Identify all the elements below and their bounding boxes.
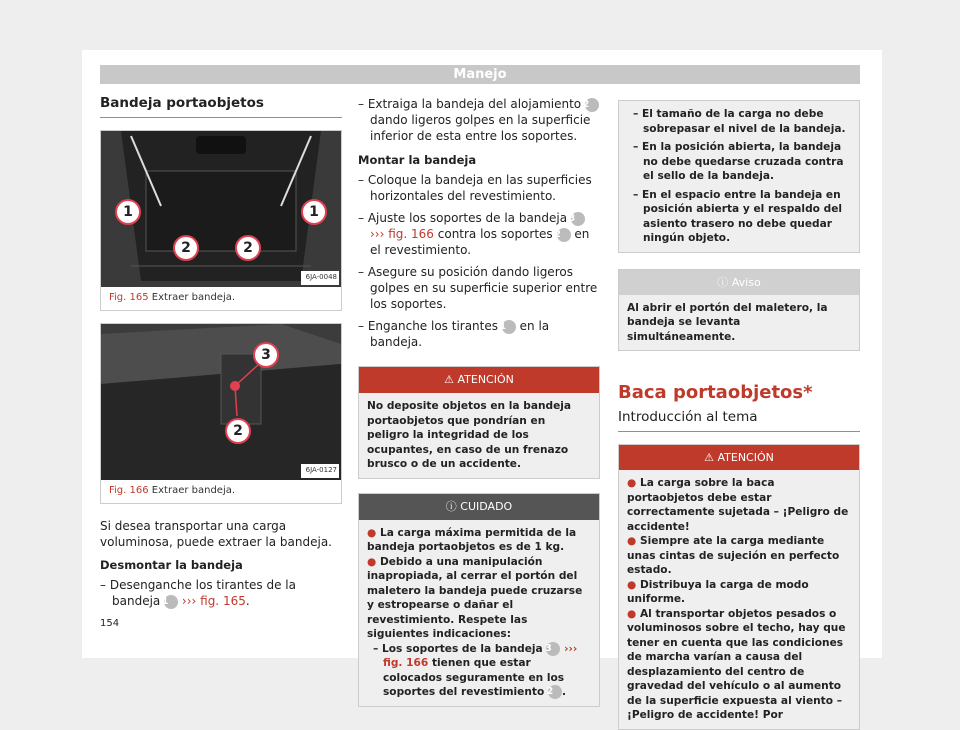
subsection-title: Introducción al tema [618,410,860,432]
note-body: Al abrir el portón del maletero, la bandeja se levanta simultáneamente. [619,295,859,351]
care-continued-body [619,101,859,252]
note-header [619,270,859,295]
care-sub-1: – Los soportes de la bandeja 3 ››› fig. 166 tienen que estar colocados seguramente en los soportes del revestimiento 2 . [373,642,578,698]
care-box [358,493,600,707]
mount-step-2-text-b: contra los soportes [437,227,553,241]
punct: . [561,686,566,698]
figure-166-image [101,324,341,480]
care-bullet-2-text: Debido a una manipulación inapropiada, al cerrar el portón del maletero la bandeja puede cruzarse y estropearse o dañar el revestimiento. Respete las siguientes indicaciones: [367,555,583,640]
mount-step-3-text: Asegure su posición dando ligeros golpes en su superficie superior entre los soportes. [367,265,598,311]
care-sub-1-text-b: tienen que estar colocados seguramente en los soportes del revestimiento [383,657,565,698]
warn-bullet-1-text: La carga sobre la baca portaobjetos debe estar correctamente sujetada – ¡Peligro de accidente! [627,477,849,533]
mount-step-2-text-a: Ajuste los soportes de la bandeja [367,211,568,225]
figure-166-code: 6JA-0127 [305,466,337,474]
mount-step-1: – Coloque la bandeja en las superficies horizontales del revestimiento. [358,173,592,203]
callout-2: 2 [225,418,251,444]
care-body [359,520,599,706]
mount-step-2: – Ajuste los soportes de la bandeja 3 ››› fig. 166 contra los soportes 2 en el revestimiento. [358,211,590,257]
care-title: CUIDADO [460,499,513,513]
figure-166-caption-text: Extraer bandeja. [151,485,236,496]
figure-166-number: Fig. 166 [109,485,149,496]
warning-icon: ⚠ [704,451,714,464]
warning-body: No deposite objetos en la bandeja portaobjetos que pondrían en peligro la integridad de los ocupantes, en caso de un frenazo brusco o de un accidente. [359,393,599,478]
mount-step-4: – Enganche los tirantes 1 en la bandeja. [358,319,550,349]
mount-heading: Montar la bandeja [358,153,477,167]
figure-166 [100,323,342,504]
warning-title-2: ATENCIÓN [717,451,774,464]
extract-step-text-a: Extraiga la bandeja del alojamiento [367,97,582,111]
figure-165-number: Fig. 165 [109,292,149,303]
note-title: Aviso [731,275,761,289]
warning-icon: ⚠ [444,373,454,386]
ref-number: 3 [546,642,560,656]
mount-step-4-text-a: Enganche los tirantes [367,319,499,333]
figure-link[interactable]: ››› fig. 166 [370,227,434,241]
care-header [359,494,599,520]
ref-number: 1 [502,320,516,334]
dismount-heading: Desmontar la bandeja [100,558,243,572]
warn-bullet-3-text: Distribuya la carga de modo uniforme. [627,578,809,605]
info-icon: ⓘ [717,275,729,289]
warning-header-2 [619,445,859,470]
column-1 [100,96,342,609]
figure-165-image [101,131,341,287]
ref-number: 3 [571,212,585,226]
warn-bullet-4-text: Al transportar objetos pesados o voluminosos sobre el techo, hay que tener en cuenta que las condiciones de marcha varían a causa del desplazamiento del centro de gravedad del vehículo o al aumento de la superficie expuesta al viento – ¡Peligro de accidente! Por [627,607,846,721]
care-bullet-1: ● La carga máxima permitida de la bandeja portaobjetos es de 1 kg. [367,526,577,553]
warn-bullet-3: ● Distribuya la carga de modo uniforme. [627,578,809,605]
ref-number: 2 [548,685,562,699]
extract-step-text-b: dando ligeros golpes en la superficie inferior de esta entre los soportes. [370,113,591,143]
warning-title: ATENCIÓN [457,373,514,386]
callout-2-left: 2 [173,235,199,261]
warn-bullet-1: ● La carga sobre la baca portaobjetos debe estar correctamente sujetada – ¡Peligro de accidente! [627,477,849,533]
mount-step-4-text-b: en la bandeja. [370,319,550,349]
care-sub-4: – En el espacio entre la bandeja en posición abierta y el respaldo del asiento trasero no debe quedar ningún objeto. [633,188,843,244]
ref-number: 1 [164,595,178,609]
care-bullet-1-text: La carga máxima permitida de la bandeja portaobjetos es de 1 kg. [367,526,577,553]
extract-step: – Extraiga la bandeja del alojamiento 2 dando ligeros golpes en la superficie inferior de esta entre los soportes. [358,96,600,144]
warning-header [359,367,599,393]
warn-bullet-2: ● Siempre ate la carga mediante unas cintas de sujeción en perfecto estado. [627,535,840,576]
care-sub-2-text: El tamaño de la carga no debe sobrepasar el nivel de la bandeja. [642,108,846,135]
ref-number: 2 [585,98,599,112]
callout-1-right: 1 [301,199,327,225]
figure-166-caption [101,480,341,503]
info-circle-icon: ⓘ [445,499,457,513]
punct: . [245,594,250,608]
dismount-step-text: Desenganche los tirantes de la bandeja [109,578,296,608]
mount-step-1-text: Coloque la bandeja en las superficies horizontales del revestimiento. [367,173,592,203]
callout-1-left: 1 [115,199,141,225]
figure-165-code: 6JA-0048 [305,273,337,281]
mount-step-2-text-c: en el revestimiento. [370,227,590,257]
care-sub-3-text: En la posición abierta, la bandeja no debe quedarse cruzada contra el sello de la bandeja. [642,141,844,182]
warn-bullet-2-text: Siempre ate la carga mediante unas cintas de sujeción en perfecto estado. [627,535,840,576]
dismount-step: – Desenganche los tirantes de la bandeja 1 ››› fig. 165. [100,578,296,608]
care-sub-3: – En la posición abierta, la bandeja no debe quedarse cruzada contra el sello de la bandeja. [633,141,844,182]
care-sub-2: – El tamaño de la carga no debe sobrepasar el nivel de la bandeja. [633,108,846,135]
mount-step-3: – Asegure su posición dando ligeros golpes en su superficie superior entre los soportes. [358,265,598,311]
care-sub-1-text-a: Los soportes de la bandeja [382,642,543,655]
callout-3: 3 [253,342,279,368]
warn-bullet-4: ● Al transportar objetos pesados o voluminosos sobre el techo, hay que tener en cuenta que las condiciones de marcha varían a causa del desplazamiento del centro de gravedad del vehículo o al aumento de la superficie expuesta al viento – ¡Peligro de accidente! Por [627,607,846,721]
note-box [618,269,860,352]
figure-165-caption [101,287,341,310]
figure-link[interactable]: ››› fig. 166 [383,642,578,669]
figure-165-caption-text: Extraer bandeja. [151,292,236,303]
column-2 [358,96,600,707]
care-sub-4-text: En el espacio entre la bandeja en posición abierta y el respaldo del asiento trasero no debe quedar ningún objeto. [642,188,843,244]
warning-box [358,366,600,479]
callout-2-right: 2 [235,235,261,261]
figure-link[interactable]: ››› fig. 165 [181,594,246,608]
column-3 [618,96,860,730]
section-title: Bandeja portaobjetos [100,96,342,118]
page-number: 154 [100,618,120,629]
warning-box-2 [618,444,860,730]
warning-body-2 [619,470,859,729]
figure-165 [100,130,342,311]
care-bullet-2: ● Debido a una manipulación inapropiada, al cerrar el portón del maletero la bandeja puede cruzarse y estropearse o dañar el revestimiento. Respete las siguientes indicaciones: [367,555,583,640]
section-header: Manejo [100,65,860,84]
ref-number: 2 [557,228,571,242]
intro-text: Si desea transportar una carga voluminosa, puede extraer la bandeja. [100,519,332,549]
chapter-title: Baca portaobjetos* [618,382,813,403]
care-continued-box [618,100,860,253]
